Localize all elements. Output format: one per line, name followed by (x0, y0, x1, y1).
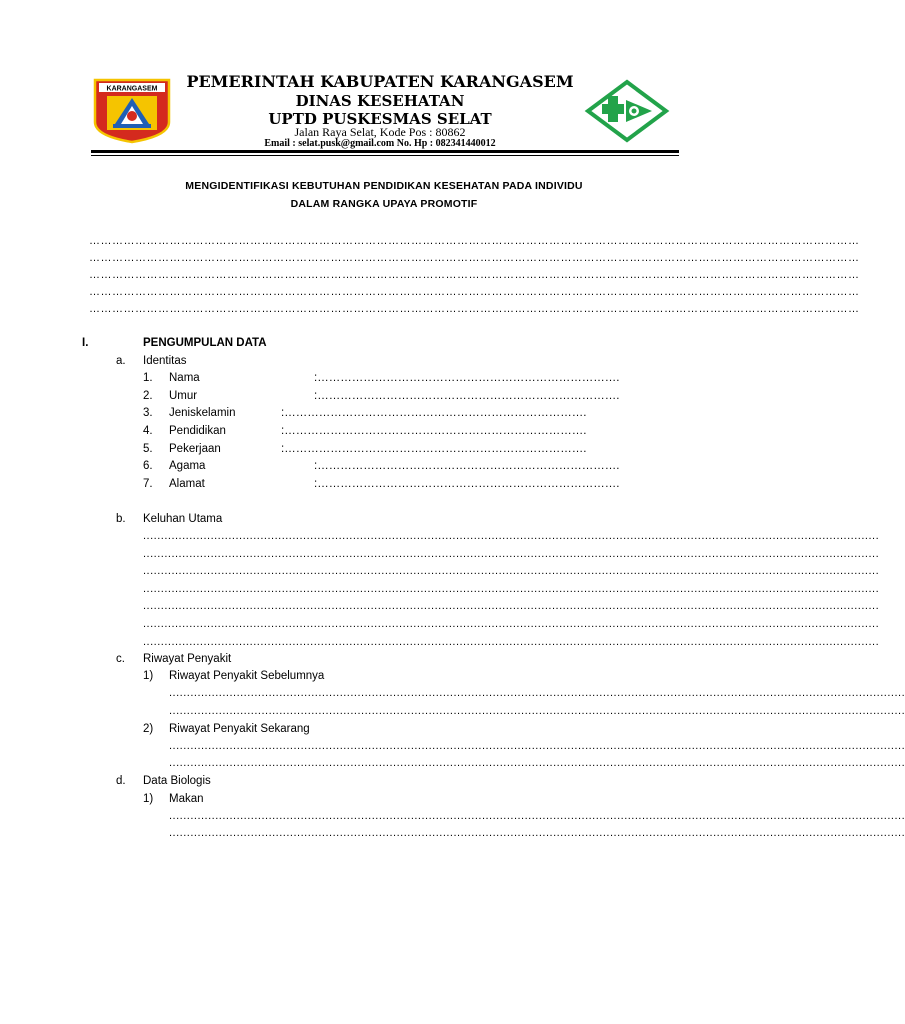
answer-dotted-line[interactable]: ............................................................................................................................................................................................................... (169, 810, 905, 822)
field-value-agama[interactable]: :……………………………………………………………………. (314, 460, 620, 472)
item-label-sebelumnya: Riwayat Penyakit Sebelumnya (169, 670, 325, 682)
intro-dotted-line: ………………………………………………………………………………………………………………………………………………………………………………… (89, 235, 860, 247)
intro-dotted-line: ………………………………………………………………………………………………………………………………………………………………………………… (89, 286, 860, 298)
field-label-pekerjaan: Pekerjaan (169, 443, 221, 455)
document-title-line2: DALAM RANGKA UPAYA PROMOTIF (290, 198, 478, 210)
answer-dotted-line[interactable]: ............................................................................................................................................................................................................... (169, 740, 905, 752)
field-value-nama[interactable]: :……………………………………………………………………. (314, 372, 620, 384)
subsection-letter: c. (116, 653, 125, 665)
answer-dotted-line[interactable]: ............................................................................................................................................................................................................... (143, 530, 880, 542)
government-title: PEMERINTAH KABUPATEN KARANGASEM (186, 72, 574, 91)
item-label-sekarang: Riwayat Penyakit Sekarang (169, 723, 310, 735)
subsection-label: Identitas (143, 355, 187, 367)
subsection-label-keluhan: Keluhan Utama (143, 513, 223, 525)
field-value-pendidikan[interactable]: :……………………………………………………………………. (281, 425, 587, 437)
answer-dotted-line[interactable]: ............................................................................................................................................................................................................... (169, 687, 905, 699)
item-number: 2) (143, 723, 154, 735)
answer-dotted-line[interactable]: ............................................................................................................................................................................................................... (143, 618, 880, 630)
field-label-nama: Nama (169, 372, 200, 384)
section-heading: PENGUMPULAN DATA (143, 337, 267, 349)
puskesmas-title: UPTD PUSKESMAS SELAT (268, 110, 492, 128)
answer-dotted-line[interactable]: ............................................................................................................................................................................................................... (143, 548, 880, 560)
field-number: 7. (143, 478, 153, 490)
contact-text: Email : selat.pusk@gmail.com No. Hp : 082341440012 (264, 138, 496, 149)
subsection-letter: b. (116, 513, 126, 525)
answer-dotted-line[interactable]: ............................................................................................................................................................................................................... (143, 583, 880, 595)
field-number: 6. (143, 460, 153, 472)
field-value-alamat[interactable]: :……………………………………………………………………. (314, 478, 620, 490)
answer-dotted-line[interactable]: ............................................................................................................................................................................................................... (169, 827, 905, 839)
address-text: Jalan Raya Selat, Kode Pos : 80862 (294, 125, 466, 139)
intro-dotted-line: ………………………………………………………………………………………………………………………………………………………………………………… (89, 269, 860, 281)
emblem-text: KARANGASEM (106, 85, 158, 93)
field-number: 3. (143, 407, 153, 419)
field-number: 5. (143, 443, 153, 455)
field-label-jeniskelamin: Jeniskelamin (169, 407, 236, 419)
letterhead-rule-thin (91, 155, 679, 156)
field-value-jeniskelamin[interactable]: :……………………………………………………………………. (281, 407, 587, 419)
answer-dotted-line[interactable]: ............................................................................................................................................................................................................... (169, 757, 905, 769)
intro-dotted-line: ………………………………………………………………………………………………………………………………………………………………………………… (89, 252, 860, 264)
field-label-umur: Umur (169, 390, 198, 402)
subsection-label-riwayat: Riwayat Penyakit (143, 653, 232, 665)
field-label-agama: Agama (169, 460, 206, 472)
field-label-alamat: Alamat (169, 478, 205, 490)
letterhead-rule-thick (91, 150, 679, 153)
subsection-label-biologis: Data Biologis (143, 775, 211, 787)
field-number: 1. (143, 372, 153, 384)
subsection-letter: a. (116, 355, 126, 367)
puskesmas-cross-logo-icon (586, 80, 668, 142)
subsection-letter: d. (116, 775, 126, 787)
answer-dotted-line[interactable]: ............................................................................................................................................................................................................... (143, 636, 880, 648)
field-number: 2. (143, 390, 153, 402)
document-title-line1: MENGIDENTIFIKASI KEBUTUHAN PENDIDIKAN KESEHATAN PADA INDIVIDU (185, 180, 583, 192)
item-number: 1) (143, 793, 154, 805)
section-number: I. (82, 337, 89, 349)
field-value-pekerjaan[interactable]: :……………………………………………………………………. (281, 443, 587, 455)
department-title: DINAS KESEHATAN (295, 92, 465, 110)
item-label-makan: Makan (169, 793, 204, 805)
field-value-umur[interactable]: :……………………………………………………………………. (314, 390, 620, 402)
answer-dotted-line[interactable]: ............................................................................................................................................................................................................... (143, 600, 880, 612)
answer-dotted-line[interactable]: ............................................................................................................................................................................................................... (143, 565, 880, 577)
karangasem-emblem-icon (93, 78, 171, 144)
field-label-pendidikan: Pendidikan (169, 425, 226, 437)
answer-dotted-line[interactable]: ............................................................................................................................................................................................................... (169, 705, 905, 717)
intro-dotted-line: ………………………………………………………………………………………………………………………………………………………………………………… (89, 303, 860, 315)
field-number: 4. (143, 425, 153, 437)
item-number: 1) (143, 670, 154, 682)
